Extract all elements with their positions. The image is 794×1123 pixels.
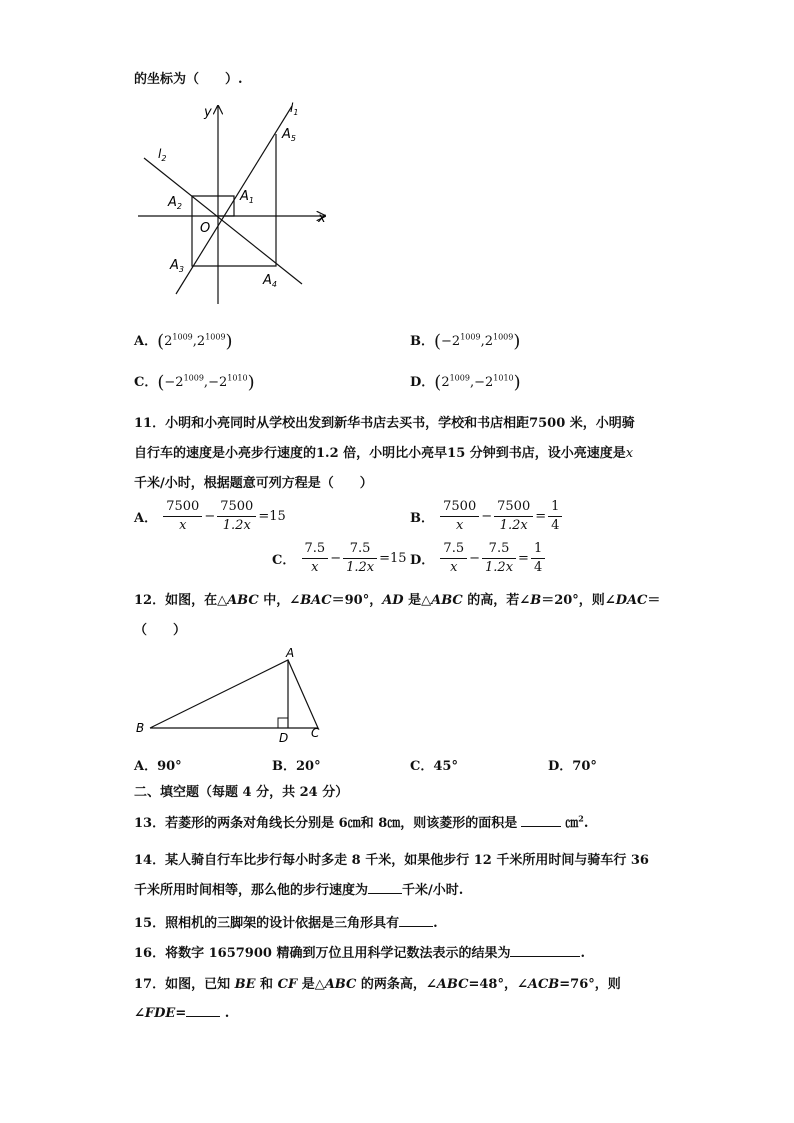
vertex-b: B bbox=[136, 721, 145, 735]
l2-label: l bbox=[158, 147, 162, 161]
A1-label: A bbox=[240, 189, 249, 204]
l1-sub: 1 bbox=[293, 108, 299, 117]
q10-option-a[interactable]: A．$(2^{1009},2^{1009})$ bbox=[134, 331, 233, 352]
l2-sub: 2 bbox=[161, 154, 167, 163]
A4-label: A bbox=[263, 273, 272, 288]
q14-answer-blank[interactable] bbox=[368, 881, 402, 894]
q11-option-d[interactable]: D． $\frac{7.5}{x}$ − $\frac{7.5}{1.2x}$ = $\frac{1}{4}$ bbox=[410, 540, 547, 577]
svg-text:A5 bbox=[281, 127, 296, 143]
A3-label: A bbox=[170, 258, 179, 273]
q13-text: 13．若菱形的两条对角线长分别是 6㎝和 8㎝，则该菱形的面积是 ㎝$^2$. bbox=[134, 813, 589, 831]
A4-sub: 4 bbox=[271, 280, 277, 289]
vertex-d: D bbox=[279, 731, 289, 744]
q12-option-a[interactable]: A．90° bbox=[134, 759, 182, 774]
q12-option-d[interactable]: D．70° bbox=[548, 759, 597, 774]
q13-answer-blank[interactable] bbox=[521, 814, 561, 827]
q15-text: 15．照相机的三脚架的设计依据是三角形具有 . bbox=[134, 916, 438, 931]
q11-option-b[interactable]: B． $\frac{7500}{x}$ − $\frac{7500}{1.2x}$ = $\frac{1}{4}$ bbox=[410, 498, 564, 535]
q17-line1: 17．如图，已知 BE 和 CF 是△ABC 的两条高，∠ABC=48°，∠ACB=76°，则 bbox=[134, 977, 621, 992]
q17-answer-blank[interactable] bbox=[186, 1004, 220, 1017]
A2-label: A bbox=[168, 195, 177, 210]
q16-text: 16．将数字 1657900 精确到万位且用科学记数法表示的结果为 . bbox=[134, 946, 585, 961]
q11-line1: 11．小明和小亮同时从学校出发到新华书店去买书，学校和书店相距7500 米，小明骑 bbox=[134, 416, 635, 431]
q10-tail-text: 的坐标为（ ）. bbox=[134, 72, 243, 87]
q12-line1: 12．如图，在△ABC 中，∠BAC＝90°，AD 是△ABC 的高，若∠B＝20°，则∠DAC＝ bbox=[134, 593, 661, 608]
A2-sub: 2 bbox=[176, 202, 182, 211]
q10-option-c[interactable]: C．$(-2^{1009},-2^{1010})$ bbox=[134, 372, 255, 393]
q12-line2: （ ） bbox=[134, 623, 187, 638]
vertex-c: C bbox=[311, 726, 320, 740]
svg-text:A1 bbox=[239, 189, 254, 205]
right-angle-mark bbox=[278, 718, 288, 728]
section-fill-in-heading: 二、填空题（每题 4 分，共 24 分） bbox=[134, 785, 349, 800]
svg-text:l1 bbox=[290, 101, 298, 117]
q11-line2: 自行车的速度是小亮步行速度的1.2 倍，小明比小亮早15 分钟到书店，设小亮速度是x bbox=[134, 446, 634, 461]
q10-option-d[interactable]: D．$(2^{1009},-2^{1010})$ bbox=[410, 372, 521, 393]
q11-option-a[interactable]: A． $\frac{7500}{x}$ − $\frac{7500}{1.2x}$ =15 bbox=[134, 499, 286, 533]
q12-option-b[interactable]: B．20° bbox=[272, 759, 321, 774]
A1-sub: 1 bbox=[248, 196, 254, 205]
q14-line1: 14．某人骑自行车比步行每小时多走 8 千米，如果他步行 12 千米所用时间与骑车行 36 bbox=[134, 853, 649, 868]
spiral-path bbox=[192, 134, 276, 266]
q14-line2: 千米所用时间相等，那么他的步行速度为 千米/小时. bbox=[134, 883, 464, 898]
A5-label: A bbox=[282, 127, 291, 142]
q10-option-b[interactable]: B．$(-2^{1009},2^{1009})$ bbox=[410, 331, 521, 352]
q17-line2: ∠FDE= . bbox=[134, 1006, 230, 1021]
q10-coordinate-graph bbox=[130, 96, 340, 311]
svg-text:A4 bbox=[262, 273, 277, 289]
triangle-abc bbox=[150, 660, 318, 728]
origin-label: O bbox=[200, 221, 211, 236]
svg-text:A2 bbox=[167, 195, 182, 211]
svg-text:l2 bbox=[158, 147, 166, 163]
y-axis-label: y bbox=[204, 105, 212, 120]
x-axis-label: x bbox=[318, 211, 326, 226]
q11-line3: 千米/小时，根据题意可列方程是（ ） bbox=[134, 476, 373, 491]
A5-sub: 5 bbox=[290, 134, 296, 143]
l1-label: l bbox=[290, 101, 294, 115]
line-l2 bbox=[144, 158, 302, 284]
q12-option-c[interactable]: C．45° bbox=[410, 759, 458, 774]
vertex-a: A bbox=[286, 646, 295, 660]
q12-triangle-figure bbox=[130, 644, 330, 744]
q16-answer-blank[interactable] bbox=[510, 944, 580, 957]
q11-option-c[interactable]: C． $\frac{7.5}{x}$ − $\frac{7.5}{1.2x}$ =15 bbox=[272, 541, 407, 575]
q15-answer-blank[interactable] bbox=[399, 914, 433, 927]
A3-sub: 3 bbox=[178, 265, 184, 274]
svg-text:A3 bbox=[169, 258, 184, 274]
